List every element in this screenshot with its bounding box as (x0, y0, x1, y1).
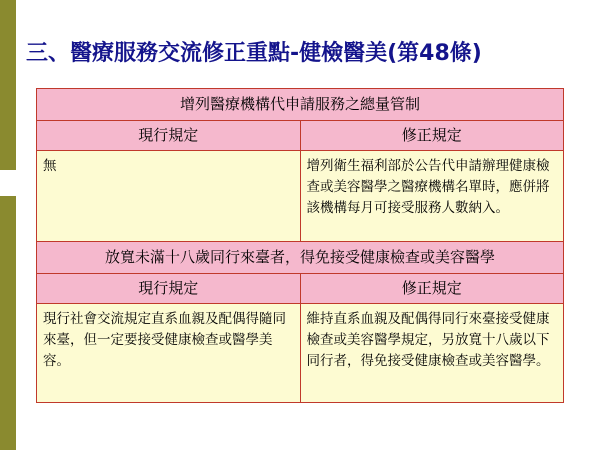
decorative-left-bar-top (0, 0, 16, 170)
decorative-left-bar-bottom (0, 196, 16, 450)
cell-revised-1: 增列衛生福利部於公告代申請辦理健康檢查或美容醫學之醫療機構名單時，應併將該機構每月可接受服務人數納入。 (300, 151, 564, 242)
slide-content (36, 88, 564, 403)
column-header-current-1: 現行規定 (37, 121, 301, 151)
column-header-current-2: 現行規定 (37, 274, 301, 304)
table-row-column-headers (37, 274, 564, 304)
table-row-column-headers (37, 121, 564, 151)
cell-revised-2: 維持直系血親及配偶得同行來臺接受健康檢查或美容醫學規定，另放寬十八歲以下同行者，得免接受健康檢查或美容醫學。 (300, 304, 564, 403)
slide-title: 三、醫療服務交流修正重點-健檢醫美(第48條) (26, 41, 482, 66)
column-header-revised-2: 修正規定 (300, 274, 564, 304)
table-row (37, 304, 564, 403)
table-row-section-heading (37, 242, 564, 274)
cell-current-2: 現行社會交流規定直系血親及配偶得隨同來臺，但一定要接受健康檢查或醫學美容。 (37, 304, 301, 403)
section-heading-2: 放寬未滿十八歲同行來臺者，得免接受健康檢查或美容醫學 (37, 242, 564, 274)
column-header-revised-1: 修正規定 (300, 121, 564, 151)
section-heading-1: 增列醫療機構代申請服務之總量管制 (37, 89, 564, 121)
table-row-section-heading (37, 89, 564, 121)
table-row (37, 151, 564, 242)
comparison-table (36, 88, 564, 403)
cell-current-1: 無 (37, 151, 301, 242)
